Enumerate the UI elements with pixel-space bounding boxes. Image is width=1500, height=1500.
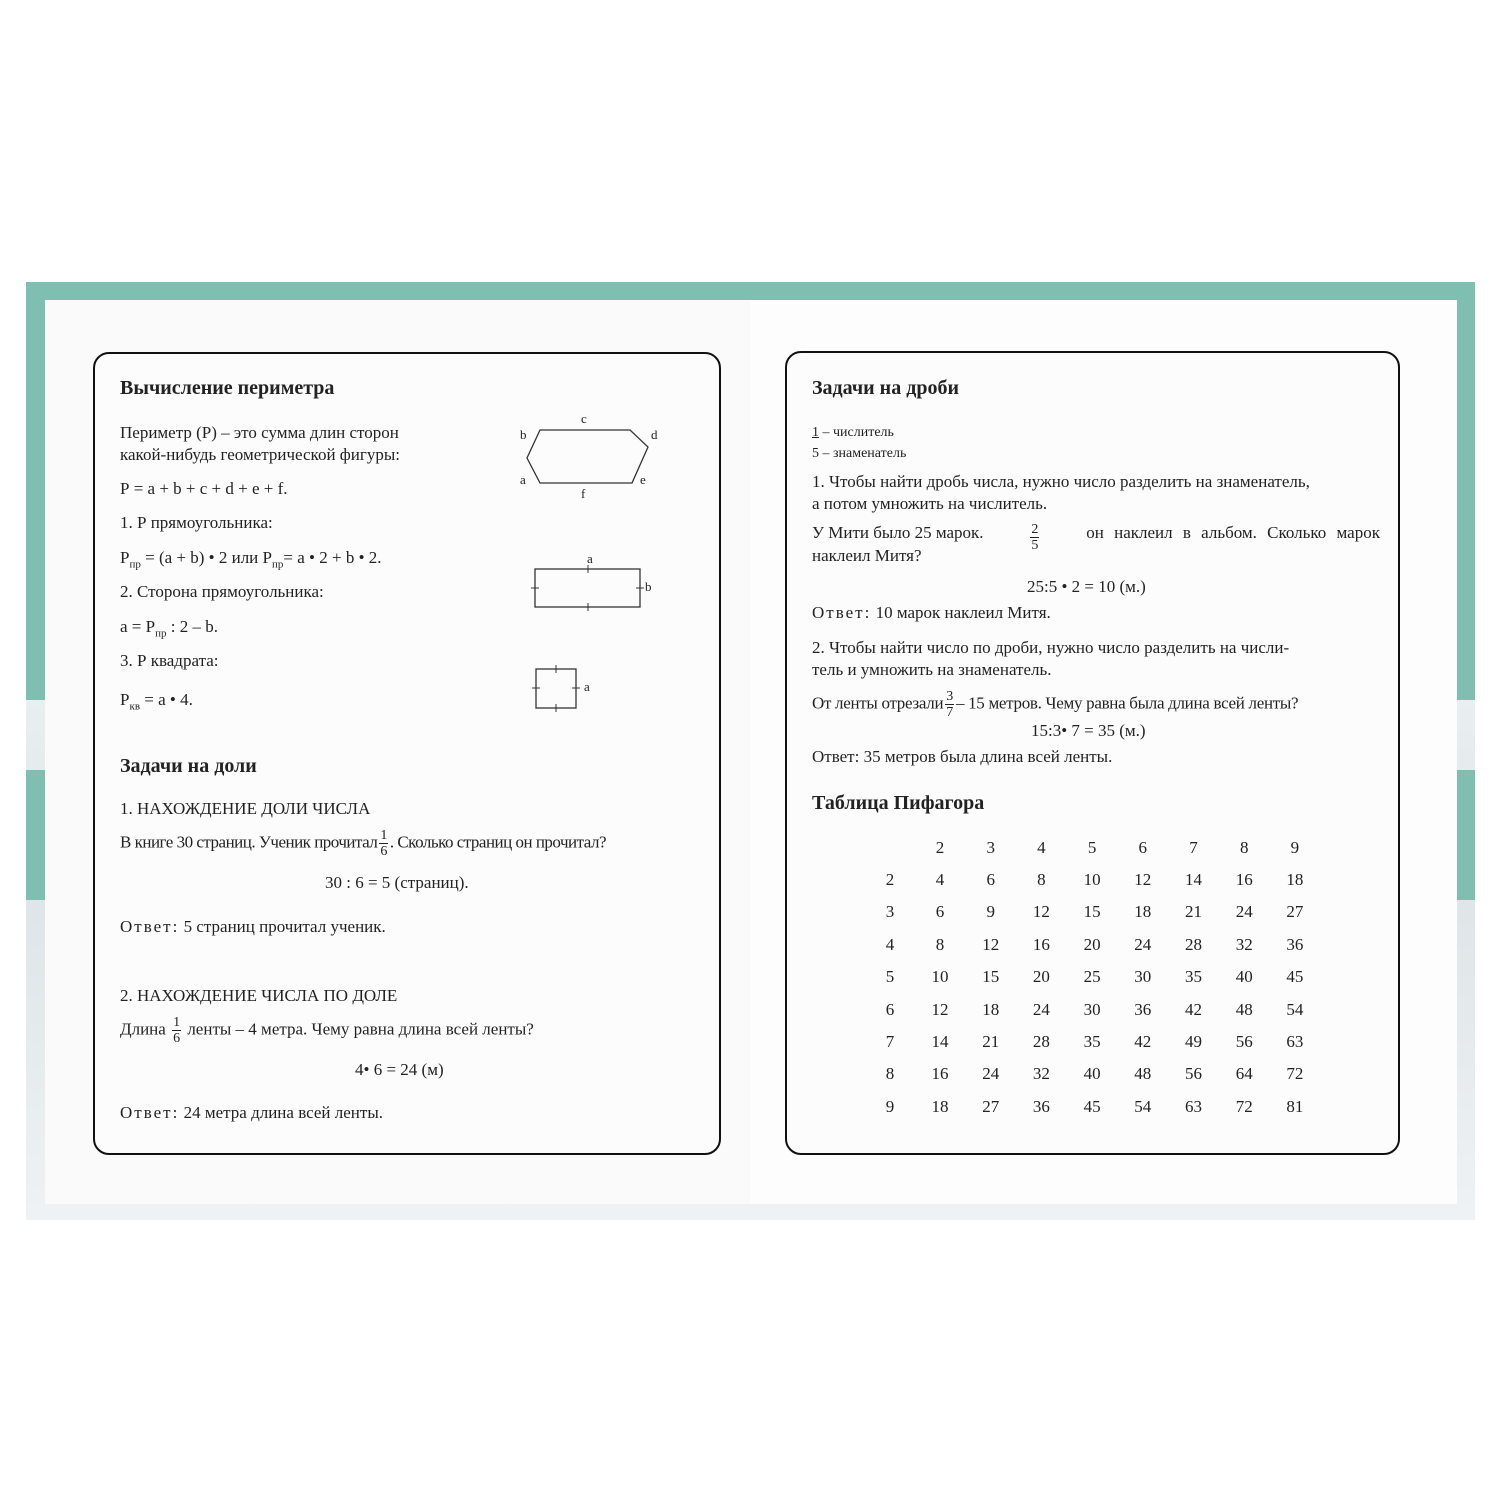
table-cell: 32 (1032, 1064, 1050, 1084)
row-header: 8 (885, 1064, 895, 1084)
table-cell: 14 (1185, 870, 1202, 889)
table-cell: 72 (1235, 1096, 1253, 1116)
rect-side-formula: $a = Р_{пр}$ : 2 – b. (120, 617, 218, 640)
table-cell: 9 (986, 902, 995, 922)
table-cell: 6 (986, 870, 995, 889)
column-header: 4 (1037, 838, 1046, 857)
row-header: 9 (885, 1096, 895, 1116)
share-problem-text: В книге 30 страниц. Ученик прочитал $\frac{1}{6}$ . Сколько страниц он прочитал? (120, 828, 607, 859)
table-cell: 36 (1032, 1096, 1050, 1116)
table-cell: 12 (1134, 870, 1152, 889)
example-1-calc: 25:5 • 2 = 10 (м.) (1027, 577, 1146, 596)
example-1-text: У Мити было 25 марок. $\frac{2}{5}$ он наклеил в альбом. Сколько марок (812, 522, 1380, 553)
table-cell: 21 (982, 1032, 1000, 1051)
row-header: 2 (885, 870, 895, 889)
table-cell: 12 (982, 934, 1000, 954)
example-2-answer: Ответ: 35 метров была длина всей ленты. (812, 747, 1113, 766)
number-problem-calc: 4• 6 = 24 (м) (355, 1060, 444, 1079)
column-header: 3 (986, 838, 995, 857)
definition-line: Периметр (Р) – это сумма длин сторон (120, 423, 399, 442)
example-1-answer: Ответ: 10 марок наклеил Митя. (812, 603, 1051, 622)
perimeter-title: Вычисление периметра (120, 377, 335, 399)
share-problem-title: 1. НАХОЖДЕНИЕ ДОЛИ ЧИСЛА (120, 799, 371, 818)
table-cell: 64 (1235, 1064, 1253, 1084)
row-header: 6 (885, 999, 895, 1019)
table-cell: 16 (1032, 934, 1050, 954)
side-label: a (584, 679, 590, 694)
rule-1: а потом умножить на числитель. (812, 494, 1048, 513)
share-problem-answer: Ответ: 5 страниц прочитал ученик. (120, 917, 386, 936)
table-cell: 32 (1235, 934, 1253, 954)
table-cell: 8 (1037, 870, 1046, 889)
table-cell: 45 (1286, 967, 1304, 987)
table-cell: 42 (1134, 1032, 1152, 1051)
table-cell: 12 (1032, 902, 1050, 922)
table-cell: 21 (1185, 902, 1202, 922)
table-cell: 18 (1286, 870, 1304, 889)
table-cell: 49 (1185, 1032, 1202, 1051)
square-perimeter-heading: 3. Р квадрата: (120, 651, 219, 670)
hexagon-figure (527, 430, 648, 483)
table-cell: 18 (1134, 902, 1152, 922)
table-cell: 12 (931, 999, 949, 1019)
column-header: 9 (1290, 838, 1300, 857)
rect-side-heading: 2. Сторона прямоугольника: (120, 582, 324, 601)
square-perimeter-formula: $Р_{кв} = a$ • 4. (120, 690, 193, 713)
table-cell: 35 (1185, 967, 1202, 987)
table-cell: 30 (1134, 967, 1152, 987)
table-cell: 20 (1032, 967, 1050, 987)
table-cell: 56 (1185, 1064, 1202, 1084)
table-cell: 42 (1185, 999, 1202, 1019)
share-problem-calc: 30 : 6 = 5 (страниц). (325, 873, 469, 892)
table-cell: 45 (1083, 1096, 1101, 1116)
table-cell: 63 (1185, 1096, 1202, 1116)
table-cell: 6 (935, 902, 945, 922)
table-cell: 27 (982, 1096, 1000, 1116)
side-label: a (520, 472, 526, 487)
fractions-title: Задачи на дроби (812, 377, 959, 399)
table-cell: 28 (1185, 934, 1202, 954)
table-cell: 40 (1235, 967, 1253, 987)
table-cell: 30 (1083, 999, 1101, 1019)
example-2-text: От ленты отрезали $\frac{3}{7}$ – 15 метров. Чему равна была длина всей ленты? (812, 689, 1299, 720)
side-label: b (645, 579, 652, 594)
table-cell: 48 (1235, 999, 1253, 1019)
column-header: 6 (1138, 838, 1148, 857)
column-header: 2 (935, 838, 945, 857)
definition-line: какой-нибудь геометрической фигуры: (120, 445, 401, 464)
table-cell: 36 (1134, 999, 1152, 1019)
shares-title: Задачи на доли (120, 755, 257, 777)
side-label: e (640, 472, 646, 487)
table-cell: 48 (1134, 1064, 1152, 1084)
side-label: f (581, 486, 586, 501)
number-problem-answer: Ответ: 24 метра длина всей ленты. (120, 1103, 384, 1122)
pythagoras-title: Таблица Пифагора (812, 792, 985, 814)
side-label: c (581, 411, 587, 426)
side-label: d (651, 427, 658, 442)
table-cell: 36 (1286, 934, 1304, 954)
row-header: 3 (885, 902, 895, 922)
table-cell: 10 (931, 967, 949, 987)
table-cell: 18 (931, 1096, 949, 1116)
table-cell: 54 (1286, 999, 1304, 1019)
table-cell: 24 (1235, 902, 1253, 922)
table-cell: 81 (1286, 1096, 1304, 1116)
table-cell: 15 (982, 967, 1000, 987)
number-problem-title: 2. НАХОЖДЕНИЕ ЧИСЛА ПО ДОЛЕ (120, 986, 398, 1005)
table-cell: 8 (935, 934, 945, 954)
square-figure (536, 669, 576, 708)
rect-perimeter-heading: 1. Р прямоугольника: (120, 513, 273, 532)
row-header: 7 (885, 1032, 895, 1051)
side-label: b (520, 427, 527, 442)
denominator-note: 5 – знаменатель (812, 446, 907, 461)
rect-perimeter-formula: $Р_{пр} = (a + b)$ • 2 или $Р_{пр}= a$ • 2 + b • 2. (120, 548, 382, 571)
table-cell: 10 (1083, 870, 1101, 889)
column-header: 5 (1087, 838, 1097, 857)
table-cell: 54 (1134, 1096, 1152, 1116)
table-cell: 72 (1286, 1064, 1304, 1084)
rectangle-figure (535, 569, 640, 607)
table-cell: 56 (1235, 1032, 1253, 1051)
table-cell: 4 (935, 870, 945, 889)
table-cell: 18 (982, 999, 1000, 1019)
rule-2: 2. Чтобы найти число по дроби, нужно число разделить на числи- (812, 638, 1290, 657)
row-header: 5 (885, 967, 895, 987)
perimeter-formula: Р = a + b + c + d + e + f. (120, 479, 288, 498)
row-header: 4 (885, 934, 895, 954)
table-cell: 28 (1032, 1032, 1050, 1051)
table-cell: 16 (1235, 870, 1253, 889)
table-cell: 14 (931, 1032, 949, 1051)
table-cell: 40 (1083, 1064, 1101, 1084)
table-cell: 24 (1032, 999, 1050, 1019)
table-cell: 15 (1083, 902, 1101, 922)
side-label: a (587, 551, 593, 566)
numerator-note: 1 – числитель (812, 425, 894, 440)
table-cell: 16 (931, 1064, 949, 1084)
number-problem-text: Длина $\frac{1}{6}$ ленты – 4 метра. Чему равна длина всей ленты? (120, 1015, 534, 1046)
table-cell: 35 (1083, 1032, 1101, 1051)
table-cell: 24 (1134, 934, 1152, 954)
example-1-text: наклеил Митя? (812, 546, 922, 565)
column-header: 7 (1189, 838, 1198, 857)
table-cell: 25 (1083, 967, 1101, 987)
rule-1: 1. Чтобы найти дробь числа, нужно число разделить на знаменатель, (812, 472, 1310, 491)
table-cell: 24 (982, 1064, 1000, 1084)
example-2-calc: 15:3• 7 = 35 (м.) (1031, 721, 1146, 740)
table-cell: 20 (1083, 934, 1101, 954)
table-cell: 63 (1286, 1032, 1304, 1051)
table-cell: 27 (1286, 902, 1304, 922)
column-header: 8 (1239, 838, 1249, 857)
rule-2: тель и умножить на знаменатель. (812, 660, 1052, 679)
